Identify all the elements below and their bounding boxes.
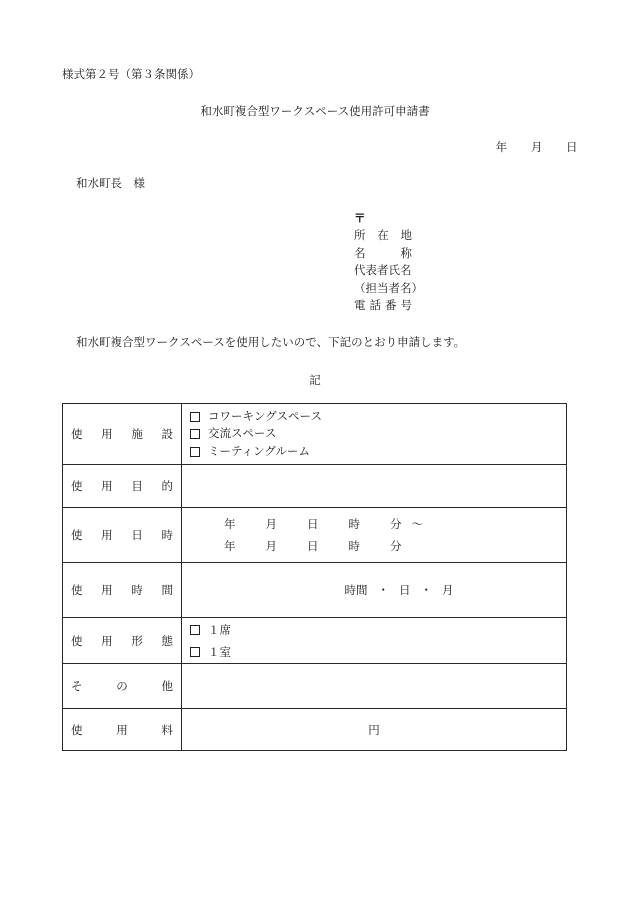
separator: ・ [377,583,389,597]
label-char: の [116,679,128,693]
date-month-label: 月 [530,140,543,154]
label-char: 使 [71,583,83,597]
unit-day: 日 [307,539,319,553]
label-char: 用 [101,479,113,493]
option-label: 交流スペース [208,426,277,441]
address-char: 地 [400,228,412,243]
checkbox[interactable] [190,412,200,422]
label-char: 的 [161,479,173,493]
unit-hours: 時間 [344,583,368,597]
application-table [62,403,567,751]
checkbox[interactable] [190,647,200,657]
table-row [63,508,567,563]
purpose-field[interactable] [182,465,567,508]
unit-yen: 円 [368,722,380,737]
application-date [472,139,577,155]
label-char: 時 [131,583,143,597]
facility-option-coworking[interactable] [182,408,566,426]
label-char: 他 [161,679,173,693]
postal-mark: 〒 [354,211,366,225]
table-row [63,404,567,465]
name-label [354,245,423,262]
unit-days: 日 [399,583,411,597]
label-char: 用 [101,427,113,441]
unit-hour: 時 [348,539,360,553]
name-char: 称 [400,245,412,260]
contact-person-label: （担当者名） [354,280,423,295]
unit-year: 年 [224,517,236,531]
unit-months: 月 [442,583,454,597]
form-option-seat[interactable] [182,619,566,641]
checkbox[interactable] [190,429,200,439]
address-char: 在 [377,228,389,243]
table-row [63,709,567,751]
duration-label [63,563,182,618]
addressee: 和水町長 様 [76,176,145,190]
label-char: 使 [71,633,83,648]
representative-label: 代表者氏名 [354,263,412,278]
applicant-block [354,210,423,314]
label-char: 料 [161,722,173,737]
unit-year: 年 [224,539,236,553]
checkbox[interactable] [190,625,200,635]
label-char: 使 [71,528,83,542]
duration-field[interactable] [182,563,567,618]
phone-char: 話 [369,298,381,313]
fee-label [63,709,182,751]
facility-options [182,404,567,465]
other-label [63,664,182,709]
table-row [63,465,567,508]
form-label [63,618,182,664]
option-label: ミーティングルーム [208,443,311,458]
unit-month: 月 [265,539,277,553]
label-char: 形 [131,633,143,648]
label-char: 使 [71,427,83,441]
form-number: 様式第２号（第３条関係） [62,67,200,81]
label-char: 用 [116,722,128,737]
unit-month: 月 [265,517,277,531]
label-char: 用 [101,633,113,648]
datetime-label [63,508,182,563]
datetime-start [182,513,566,535]
phone-char: 号 [400,298,412,313]
unit-minute: 分 [390,517,402,531]
phone-char: 番 [385,298,397,313]
option-label: １席 [208,622,231,637]
checkbox[interactable] [190,447,200,457]
form-options [182,618,567,664]
name-char: 名 [354,245,366,260]
form-option-room[interactable] [182,641,566,663]
option-label: １室 [208,644,231,659]
facility-option-meeting[interactable] [182,443,566,461]
address-label [354,227,423,244]
label-char: 設 [161,427,173,441]
date-year-label: 年 [495,140,508,154]
label-char: 用 [101,583,113,597]
table-row [63,618,567,664]
unit-hour: 時 [348,517,360,531]
phone-char: 電 [354,298,366,313]
label-char: 間 [161,583,173,597]
fee-field[interactable] [182,709,567,751]
datetime-end [182,535,566,557]
label-char: 使 [71,722,83,737]
label-char: 使 [71,479,83,493]
other-field[interactable] [182,664,567,709]
table-row [63,664,567,709]
label-char: 用 [101,528,113,542]
tilde: ～ [411,517,423,531]
label-char: 態 [161,633,173,648]
separator: ・ [420,583,432,597]
intro-text: 和水町複合型ワークスペースを使用したいので、下記のとおり申請します。 [76,335,466,349]
label-char: 施 [131,427,143,441]
date-day-label: 日 [565,140,578,154]
label-char: 目 [131,479,143,493]
facility-option-exchange[interactable] [182,425,566,443]
label-char: 時 [161,528,173,542]
purpose-label [63,465,182,508]
phone-label [354,297,423,314]
unit-day: 日 [307,517,319,531]
datetime-field[interactable] [182,508,567,563]
document-title: 和水町複合型ワークスペース使用許可申請書 [200,104,430,118]
facility-label [63,404,182,465]
option-label: コワーキングスペース [208,408,322,423]
ki-heading: 記 [309,373,321,387]
label-char: 日 [131,528,143,542]
unit-minute: 分 [390,539,402,553]
table-row [63,563,567,618]
address-char: 所 [354,228,366,243]
label-char: そ [71,679,83,693]
